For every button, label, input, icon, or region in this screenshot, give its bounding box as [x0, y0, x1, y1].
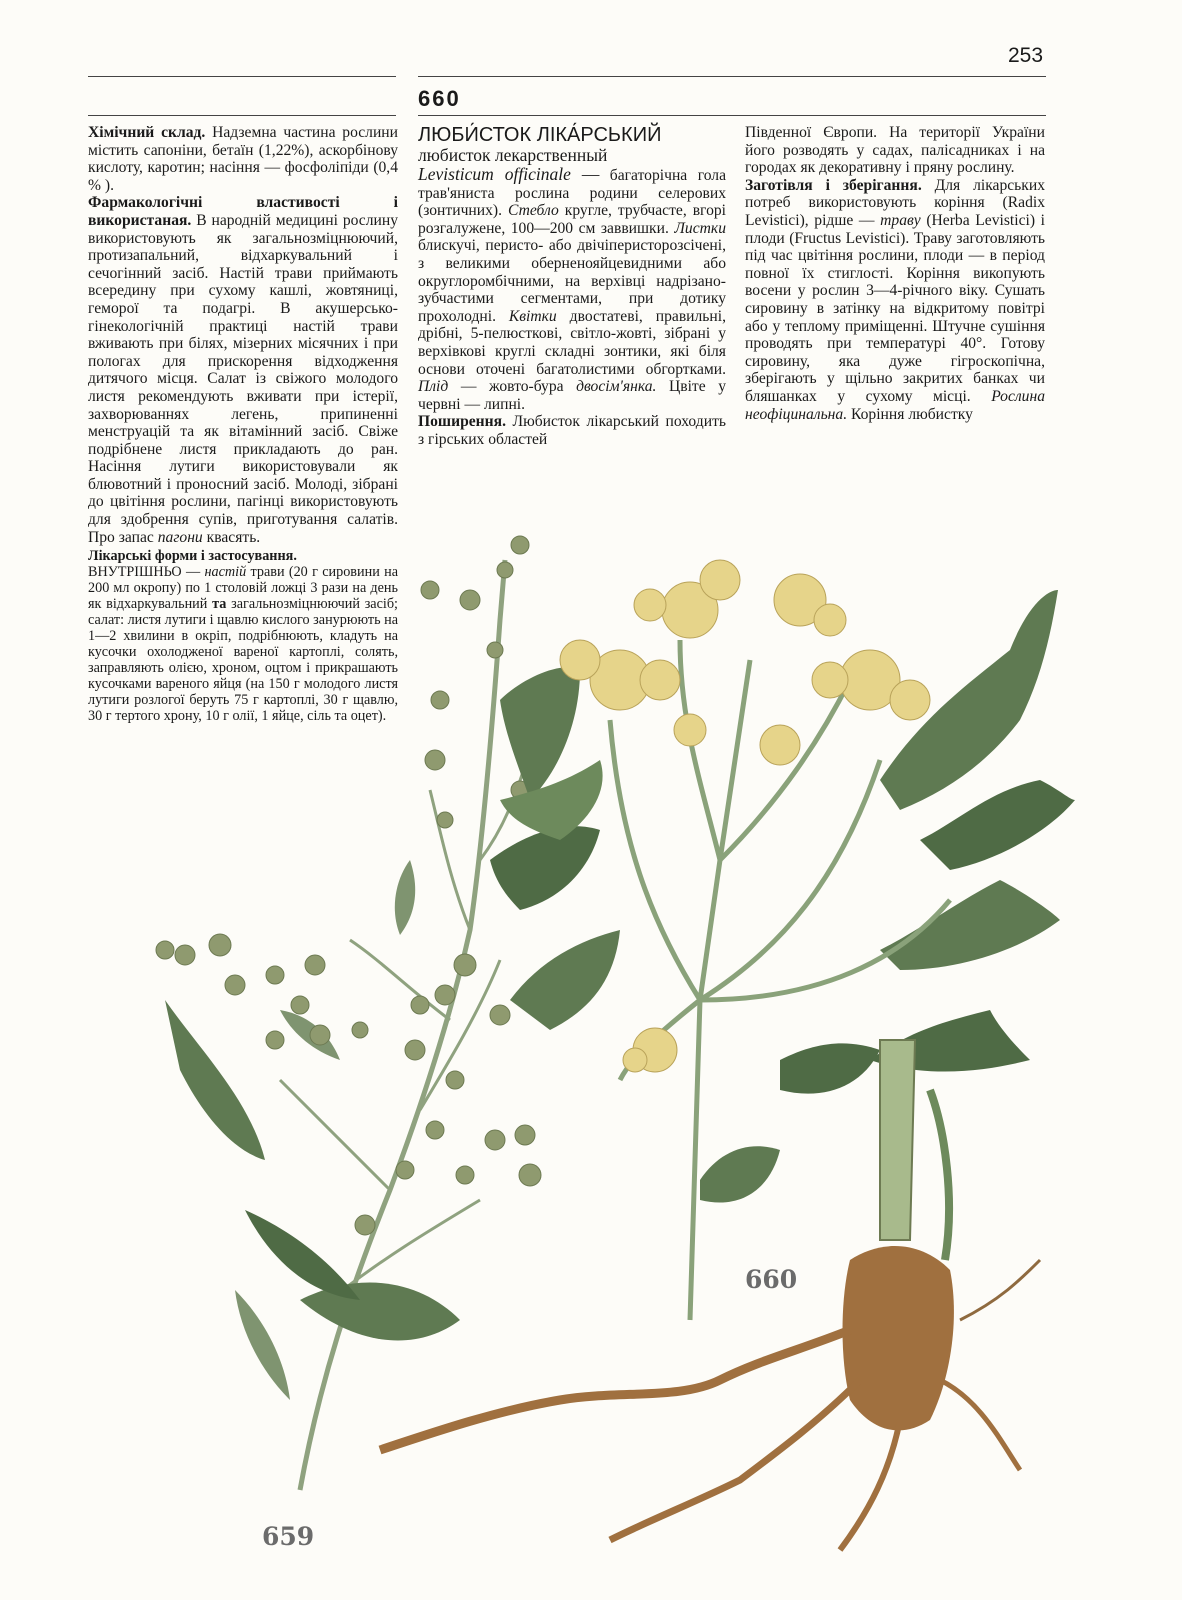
forms-text-2: трави (20 г сировини на 200 мл окропу) по 1 столовій ложці 3 рази на день як відхаркувальний: [88, 564, 398, 613]
page-number: 253: [1008, 44, 1044, 67]
fruit-term: Плід: [418, 378, 449, 396]
harvest-heading: Заготівля і зберігання.: [745, 176, 922, 194]
distribution-text: Любисток лікарський походить з гірських областей: [418, 413, 726, 448]
leaves-term: Листки: [674, 219, 726, 237]
harvest-text-1: Для лікарських потреб використовують коріння (Radix Levistici), рідше —: [745, 176, 1045, 229]
column-3: [745, 124, 1045, 423]
botanical-illustration: [150, 520, 1150, 1600]
description-1: багаторічна гола трав'яниста рослина родини селерових (зонтичних).: [418, 167, 726, 220]
description-6: Цвіте у червні — липні.: [418, 378, 726, 413]
description-paragraph: [418, 165, 726, 413]
chemical-composition-heading: Хімічний склад.: [88, 124, 206, 141]
description-4: двостатеві, правильні, дрібні, 5-пелюсткові, світло-жовті, зібрані у верхівкові круглі складні зонтики, які біля основи оточені багатолистими обгортками.: [418, 307, 726, 378]
fruit-type-term: двосім'янка.: [576, 378, 657, 396]
header-rule-left: [88, 76, 396, 77]
latin-dash: —: [570, 164, 600, 184]
harvest-paragraph: [745, 177, 1045, 423]
article-number: 660: [418, 86, 461, 111]
pharmacology-heading: Фармакологічні властивості і використаная.: [88, 194, 398, 229]
non-official-note: Рослина неофіцинальна.: [745, 387, 1045, 423]
chemical-composition-paragraph: [88, 124, 398, 194]
harvest-text-2: (Herba Levistici) і плоди (Fructus Levistici). Траву заготовляють під час цвітіння рослини, плоди — в період повної їх стиглості. Коріння викопують восени у рослин 3—4-річного віку. Сушать сировину в затінку на відкритому повітрі або у теплому приміщенні. Штучне сушіння проводять при температурі 40°. Готову сировину, яка дуже гігроскопічна, зберігають у щільно закритих банках чи бляшанках у сухому місці.: [745, 211, 1045, 405]
distribution-heading: Поширення.: [418, 413, 506, 431]
pharmacology-italic: пагони: [157, 528, 203, 546]
figure-label-660: 660: [745, 1265, 798, 1294]
plant-659-illustration: [156, 536, 541, 1490]
distribution-paragraph: [418, 413, 726, 448]
article-title: ЛЮБИ́СТОК ЛІКА́РСЬКИЙ: [418, 124, 662, 146]
subheader-rule-left: [88, 115, 396, 116]
pharmacology-end: квасять.: [202, 528, 261, 546]
forms-text-1: ВНУТРІШНЬО —: [88, 564, 205, 581]
column-2: [418, 124, 726, 449]
flowers-term: Квітки: [508, 307, 557, 325]
figure-label-659: 659: [262, 1522, 315, 1551]
chemical-composition-text: Надземна частина рослини містить сапоніни, бетаїн (1,22%), аскорбінову кислоту, каротин; насіння — фосфоліпіди (0,4 % ).: [88, 124, 398, 194]
forms-italic: настій: [204, 564, 247, 581]
harvest-italic: траву: [880, 211, 921, 229]
forms-text-3: загальнозміцнюючий засіб; салат: листя лутиги і щавлю кислого занурюють на 1—2 хвилини в окріп, подрібнюють, кладуть на кусочки охолодженої вареної картоплі, солять, заправляють олією, хроном, оцтом і прикрашають кусочками вареного яйця (на 150 г молодого листя лутиги розлогої беруть 75 г картоплі, 30 г щавлю, 30 г тертого хрону, 10 г олії, 1 яйце, сіль та оцет).: [88, 596, 399, 725]
forms-heading: Лікарські форми і застосування.: [88, 548, 297, 565]
pharmacology-text: В народній медицині рослину використовують як загальнозміцнюючий, протизапальний, відхаркувальний і сечогінний засіб. Настій трави приймають всередину при сухому кашлі, жовтяниці, геморої та подагрі. В акушерсько-гінекологічній практиці настій трави вживають при білях, мізерних місячних і при пологах для прискорення відходження дитячого місця. Салат із свіжого молодого листя рекомендують вживати при істерії, захворюваннях легень, припиненні менструацій та як вітамінний засіб. Свіже подрібнене листя прикладають до ран. Насіння лутиги використовували як блювотний і проносний засіб. Молоді, зібрані до цвітіння рослини, пагінці використовують для здобрення супів, приготування салатів. Про запас: [88, 211, 398, 546]
plant-660-illustration: [380, 560, 1075, 1550]
forms-bold: та: [212, 596, 227, 613]
stem-term: Стебло: [507, 202, 559, 220]
subheader-rule-right: [418, 115, 1046, 116]
description-5: — жовто-бура: [448, 378, 577, 396]
harvest-text-3: Коріння любистку: [847, 405, 973, 423]
header-rule-right: [418, 76, 1046, 77]
pharmacology-paragraph: [88, 194, 398, 546]
description-2: кругле, трубчасте, вгорі розгалужене, 100—200 см заввишки.: [418, 202, 726, 237]
russian-name: любисток лекарственный: [418, 145, 608, 165]
distribution-continued: Південної Європи. На території України його розводять у садах, палісадниках і на городах як декоративну і пряну рослину.: [745, 124, 1045, 177]
latin-name: Levisticum officinale: [418, 164, 571, 184]
description-3: блискучі, перисто- або двічіперисторозсічені, з великими оберненояйцевидними або округлоромбічними, на верхівці надрізано-зубчастими сегментами, при дотику прохолодні.: [418, 237, 726, 325]
